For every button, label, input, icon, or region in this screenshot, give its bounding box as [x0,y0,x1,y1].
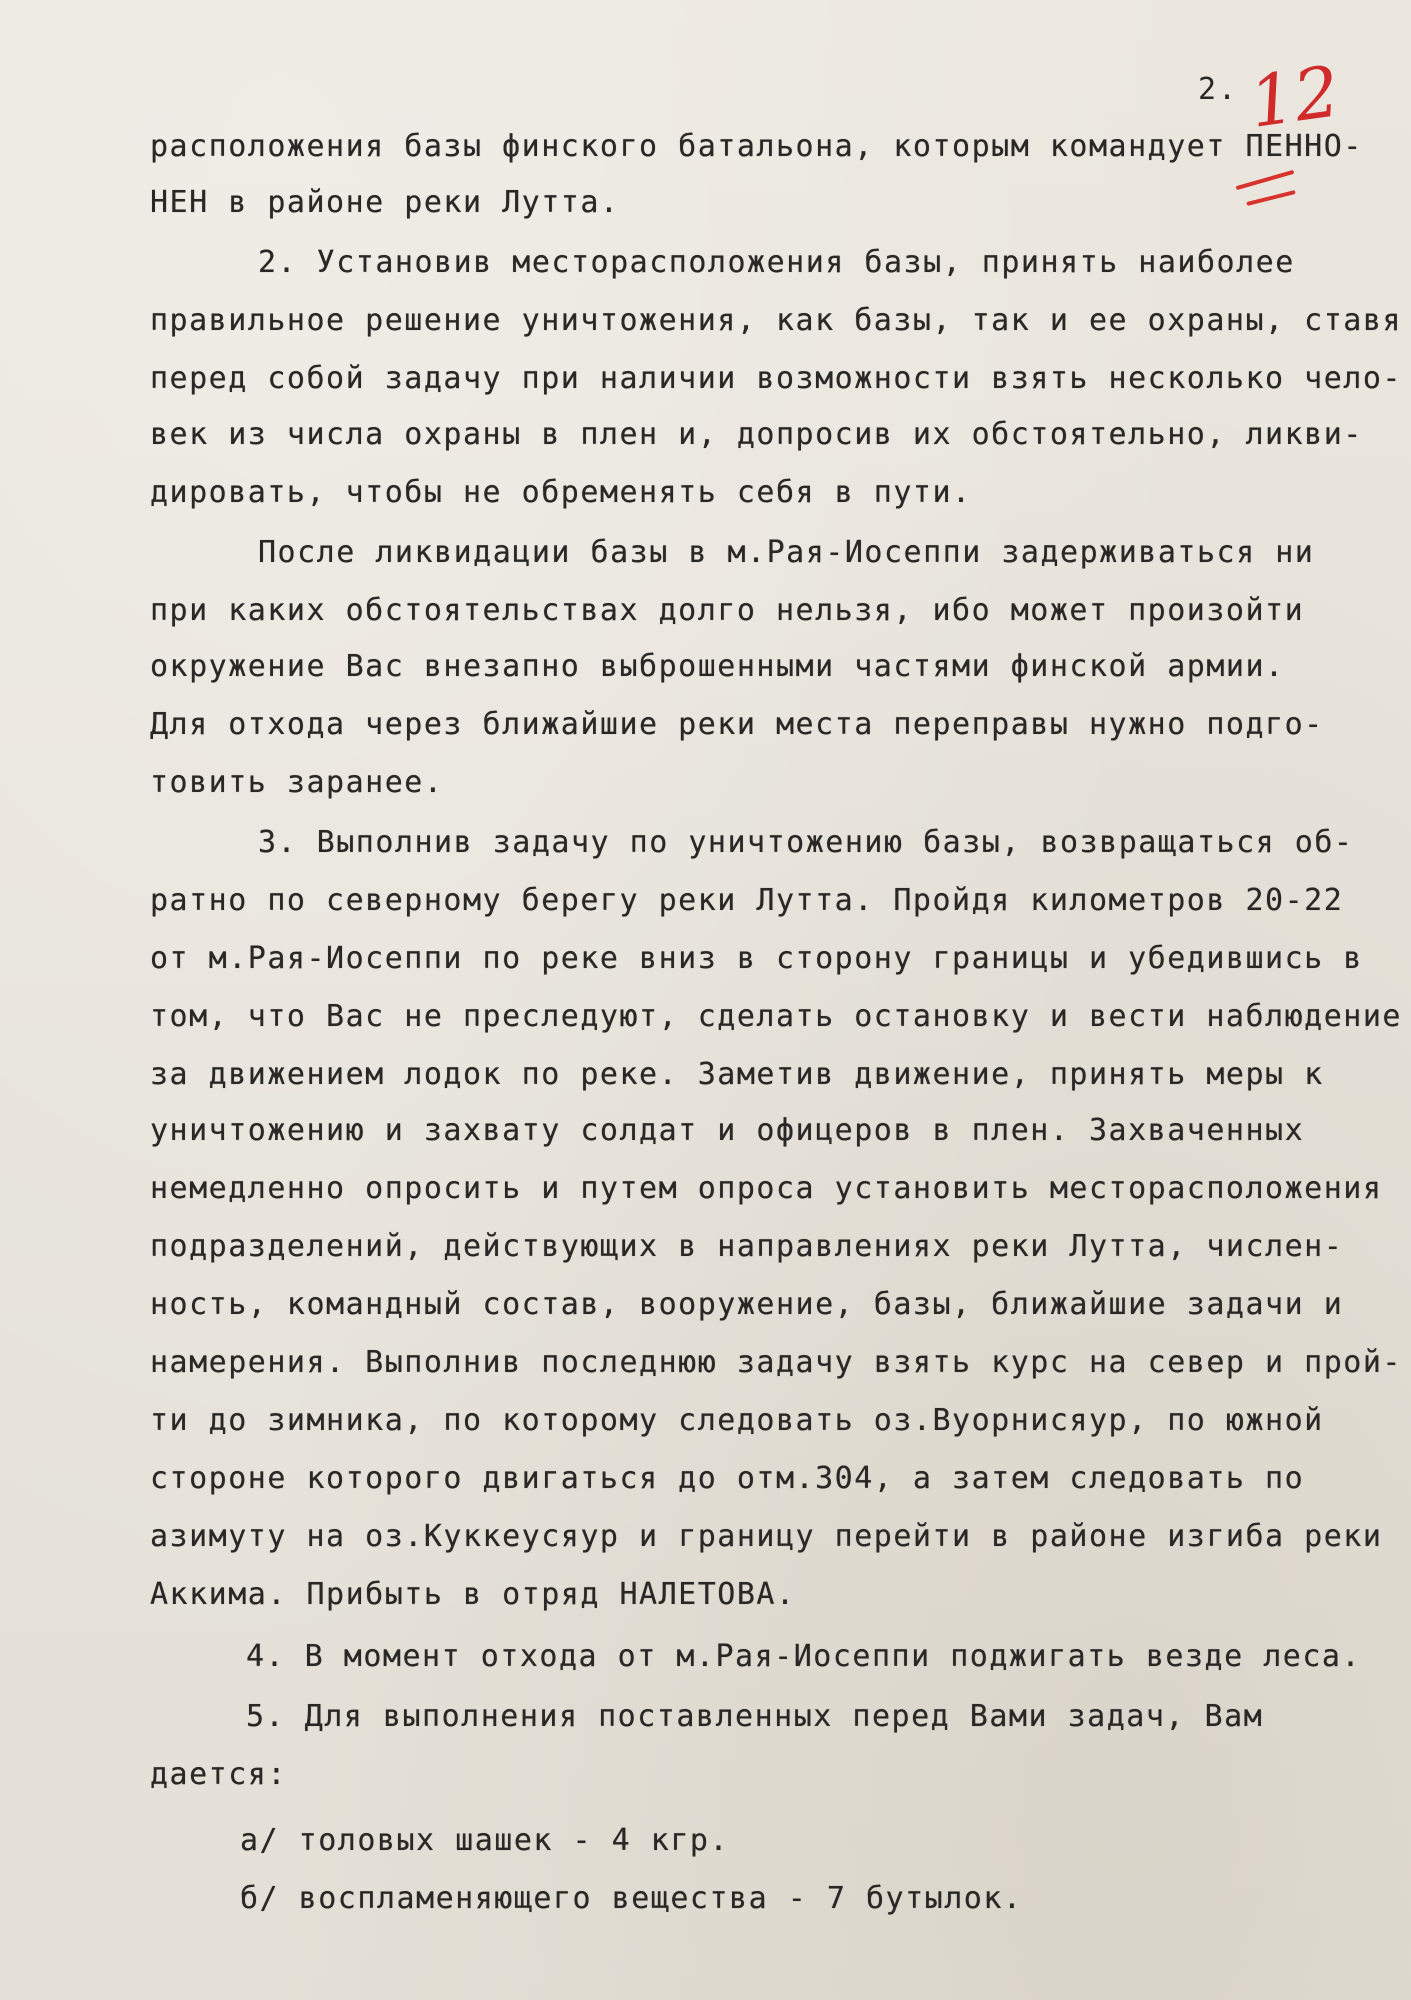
text-line: стороне которого двигаться до отм.304, а затем следовать по [150,1461,1305,1496]
text-line: при каких обстоятельствах долго нельзя, ибо может произойти [150,593,1305,628]
text-line: за движением лодок по реке. Заметив движение, принять меры к [150,1057,1324,1092]
paragraph-4: 4. В момент отхода от м.Рая-Иосеппи поджигать везде леса. [246,1639,1362,1674]
text-line: правильное решение уничтожения, как базы, так и ее охраны, ставя [150,303,1402,338]
text-line: ти до зимника, по которому следовать оз.Вуорнисяур, по южной [150,1403,1324,1438]
text-line: Для отхода через ближайшие реки места переправы нужно подго- [150,707,1324,742]
text-line: Аккима. Прибыть в отряд НАЛЕТОВА. [150,1577,796,1612]
paragraph-2-start: 2. Установив месторасположения базы, принять наиболее [258,245,1295,280]
text-line: ратно по северному берегу реки Лутта. Пройдя километров 20-22 [150,883,1344,918]
paragraph-3-start: 3. Выполнив задачу по уничтожению базы, возвращаться об- [258,825,1354,860]
list-item-a: а/ толовых шашек - 4 кгр. [240,1823,730,1858]
folio-underline [1236,170,1295,190]
paragraph-start: После ликвидации базы в м.Рая-Иосеппи задерживаться ни [258,535,1315,570]
text-line: дается: [150,1757,287,1792]
text-line: том, что Вас не преследуют, сделать остановку и вести наблюдение [150,999,1402,1034]
folio-underline [1246,190,1295,206]
text-line: век из числа охраны в плен и, допросив их обстоятельно, ликви- [150,417,1363,452]
text-line: товить заранее. [150,765,444,800]
text-line: окружение Вас внезапно выброшенными частями финской армии. [150,649,1285,684]
text-line: уничтожению и захвату солдат и офицеров в плен. Захваченных [150,1113,1305,1148]
text-line: намерения. Выполнив последнюю задачу взять курс на север и прой- [150,1345,1402,1380]
folio-number: 12 [1244,50,1345,144]
text-line: немедленно опросить и путем опроса установить месторасположения [150,1171,1383,1206]
text-line: азимуту на оз.Куккеусяур и границу перейти в районе изгиба реки [150,1519,1383,1554]
text-line: расположения базы финского батальона, которым командует ПЕННО- [150,129,1363,164]
list-item-b: б/ воспламеняющего вещества - 7 бутылок. [240,1881,1023,1916]
text-line: перед собой задачу при наличии возможности взять несколько чело- [150,361,1402,396]
text-line: от м.Рая-Иосеппи по реке вниз в сторону границы и убедившись в [150,941,1363,976]
paragraph-5-start: 5. Для выполнения поставленных перед Вами задач, Вам [246,1699,1264,1734]
page-number: 2. [1198,72,1239,107]
text-line: ность, командный состав, вооружение, базы, ближайшие задачи и [150,1287,1344,1322]
text-line: дировать, чтобы не обременять себя в пути. [150,475,972,510]
text-line: подразделений, действующих в направлениях реки Лутта, числен- [150,1229,1344,1264]
text-line: НЕН в районе реки Лутта. [150,185,620,220]
